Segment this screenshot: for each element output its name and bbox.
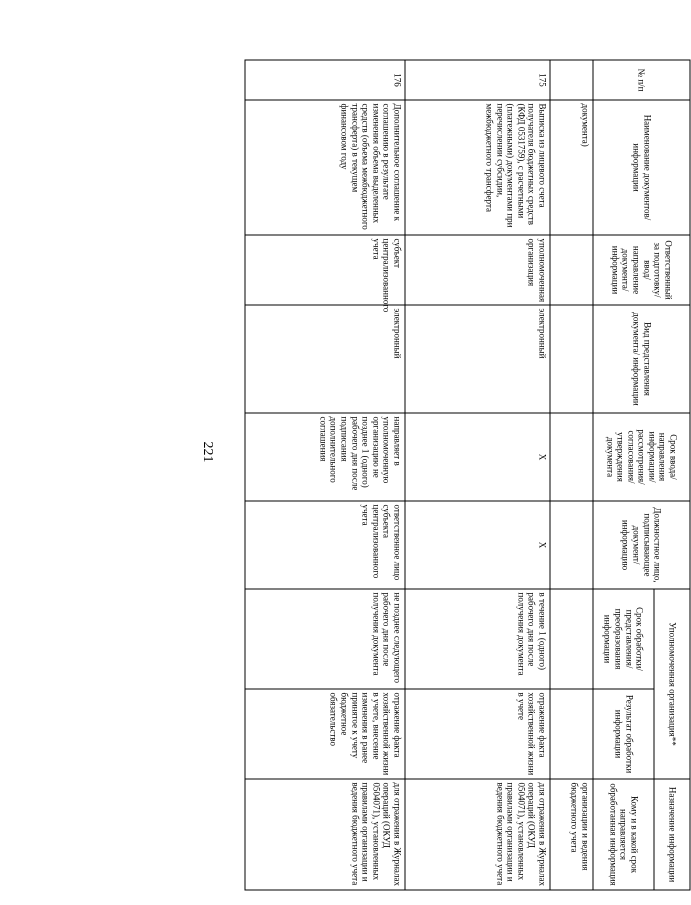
header-name: Наименование документов/информации — [593, 100, 690, 235]
cell-num — [550, 60, 593, 100]
cell-deadline-input: X — [405, 413, 550, 501]
page-number: 221 — [200, 441, 215, 463]
cell-name: документа) — [550, 100, 593, 235]
header-num: № п/п — [593, 60, 690, 100]
cell-view: электронный — [405, 305, 550, 413]
cell-to-whom: для отражения в Журналах операций (ОКУД 0504071), установленных правилами организации и ведения бюджетного учета — [245, 779, 405, 890]
cell-processing-result: отражение факта хозяйственной жизни в учете, внесение изменения в ранее принятое к учету бюджетное обязательство — [245, 689, 405, 779]
cell-name: Дополнительное соглашение к соглашению в результате изменения объема выделенных средств (объема межбюджетного трансферта) в текущем финансовом году — [245, 100, 405, 235]
cell-to-whom: для отражения в Журналах операций (ОКУД 0504071), установленных правилами организации и ведения бюджетного учета — [405, 779, 550, 890]
header-processing-result: Результат обработки информации — [593, 689, 654, 779]
header-authorized-group: Уполномоченная организация** — [654, 589, 690, 779]
header-processing-deadline: Срок обработки/ представления/ преобразования информации — [593, 589, 654, 689]
header-deadline-input: Срок ввода/ направления информации/ рассмотрения/ согласования/ утверждения документа — [593, 413, 690, 501]
cell-view: электронный — [245, 305, 405, 413]
cell-responsible: субъект централизованного учета — [245, 235, 405, 305]
table-row — [245, 60, 405, 890]
cell-name: Выписка из лицевого счета получателя бюджетных средств (КФД 0531759), с расчетными (платежными) документами при перечислении субсидии, межбюджетного трансферта — [405, 100, 550, 235]
cell-responsible — [550, 235, 593, 305]
table-row — [550, 60, 593, 890]
cell-responsible: уполномоченная организация — [405, 235, 550, 305]
cell-processing-deadline — [550, 589, 593, 689]
cell-official: ответственное лицо субъекта централизованного учета — [245, 501, 405, 589]
header-responsible: Ответственный за подготовку/ ввод/ направление документа/ информации — [593, 235, 690, 305]
header-to-whom: Кому и в какой срок направляется обработанная информация — [593, 779, 654, 890]
table-row — [405, 60, 550, 890]
header-official: Должностное лицо, подписывающее документ/ информацию — [593, 501, 690, 589]
cell-to-whom: организации и ведения бюджетного учета — [550, 779, 593, 890]
cell-view — [550, 305, 593, 413]
header-view: Вид представления документа/ информации — [593, 305, 690, 413]
cell-num: 176 — [245, 60, 405, 100]
cell-processing-result — [550, 689, 593, 779]
cell-deadline-input: направляет в уполномоченную организацию не позднее 1 (одного) рабочего дня после подписания дополнительного соглашения — [245, 413, 405, 501]
header-row-top — [654, 60, 690, 890]
cell-processing-result: отражение факта хозяйственной жизни в учете — [405, 689, 550, 779]
document-table — [245, 60, 691, 891]
cell-official — [550, 501, 593, 589]
rotated-table-container — [146, 60, 691, 890]
cell-processing-deadline: не позднее следующего рабочего дня после получения документа — [245, 589, 405, 689]
cell-deadline-input — [550, 413, 593, 501]
cell-processing-deadline: в течение 1 (одного) рабочего дня после получения документа — [405, 589, 550, 689]
cell-num: 175 — [405, 60, 550, 100]
header-purpose: Назначение информации — [654, 779, 690, 890]
cell-official: X — [405, 501, 550, 589]
